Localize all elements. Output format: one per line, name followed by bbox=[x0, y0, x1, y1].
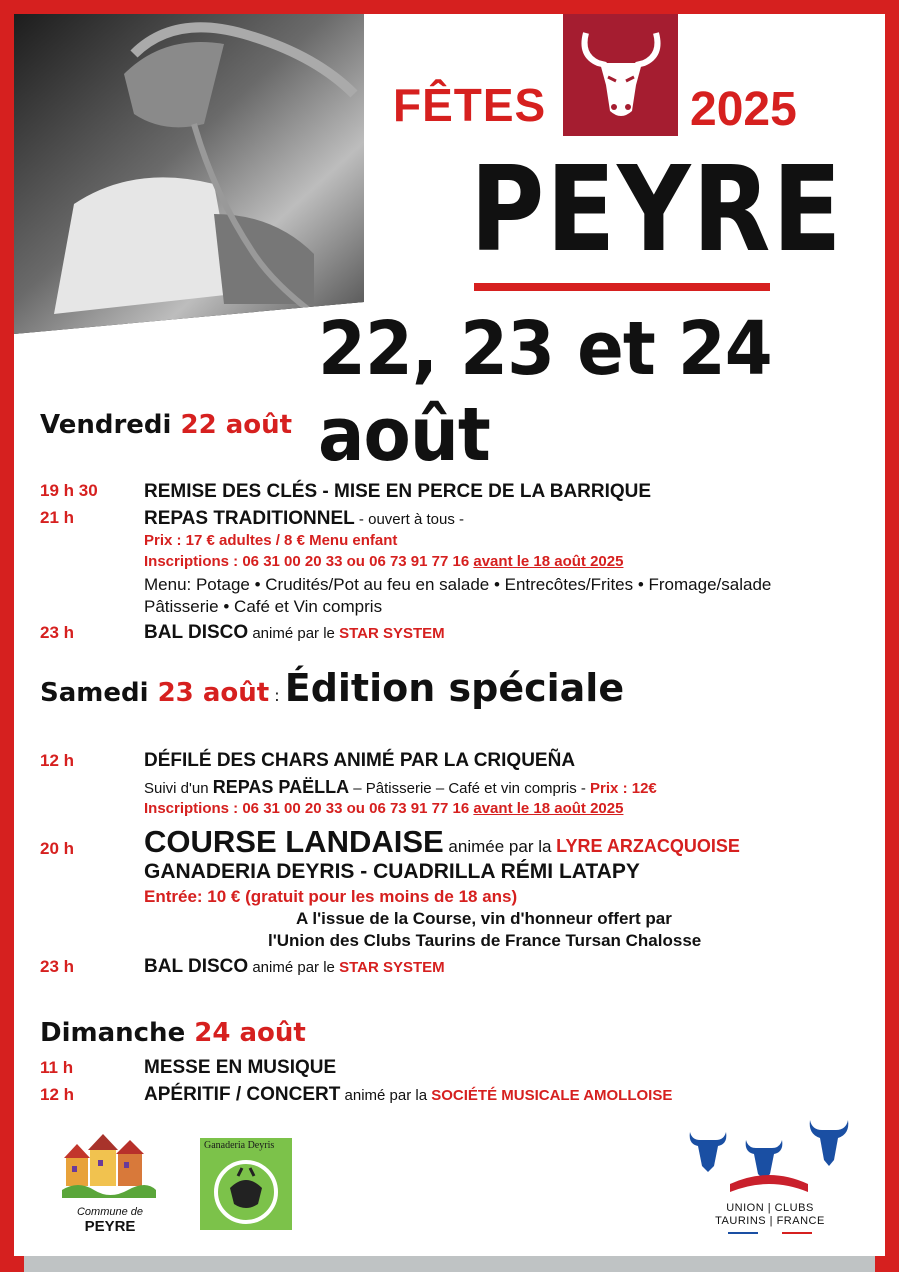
bottom-bar bbox=[24, 1256, 875, 1272]
special-edition: Édition spéciale bbox=[284, 666, 625, 710]
commune-label-line2: PEYRE bbox=[84, 1218, 136, 1235]
event-note: animé par le bbox=[248, 959, 340, 976]
event-title: REPAS PAËLLA bbox=[212, 777, 350, 797]
day-name: Samedi bbox=[40, 678, 149, 708]
event-line bbox=[144, 1084, 672, 1106]
day-heading-sunday bbox=[40, 1018, 306, 1048]
event-time: 23 h bbox=[40, 623, 75, 642]
flag-stripe-blue bbox=[728, 1232, 758, 1234]
event-note: - ouvert à tous - bbox=[354, 511, 464, 528]
ganaderia-bull-icon bbox=[200, 1138, 292, 1230]
event-inscriptions bbox=[144, 553, 623, 570]
event-time: 12 h bbox=[40, 751, 75, 770]
event-title: APÉRITIF / CONCERT bbox=[144, 1084, 341, 1105]
festival-dates: 22, 23 et 24 août bbox=[318, 306, 772, 478]
inscription-deadline: avant le 18 août 2025 bbox=[473, 800, 624, 817]
title-underline bbox=[474, 283, 770, 291]
event-price: Prix : 17 € adultes / 8 € Menu enfant bbox=[144, 532, 398, 549]
header-photo bbox=[14, 14, 364, 334]
day-date: 23 août bbox=[157, 678, 270, 708]
event-note: animé par la bbox=[340, 1087, 432, 1104]
menu-line-1: Menu: Potage • Crudités/Pot au feu en salade • Entrecôtes/Frites • Fromage/salade bbox=[144, 575, 772, 594]
union-logo bbox=[680, 1118, 858, 1200]
menu-line-2: Pâtisserie • Café et Vin compris bbox=[144, 597, 383, 616]
union-label-line1: UNION | CLUBS bbox=[726, 1202, 814, 1214]
inscription-phones: Inscriptions : 06 31 00 20 33 ou 06 73 91 77 16 bbox=[144, 553, 470, 570]
event-title: REPAS TRADITIONNEL bbox=[144, 508, 355, 529]
event-time: 12 h bbox=[40, 1085, 75, 1104]
commune-logo bbox=[58, 1128, 158, 1208]
ganaderia-line: GANADERIA DEYRIS - CUADRILLA RÉMI LATAPY bbox=[144, 860, 640, 883]
event-title: BAL DISCO bbox=[144, 956, 249, 977]
event-inscriptions bbox=[144, 800, 623, 817]
ganaderia-logo bbox=[200, 1138, 292, 1230]
bull-head-icon bbox=[576, 25, 666, 125]
event-time: 11 h bbox=[40, 1058, 74, 1077]
event-entry-price: Entrée: 10 € (gratuit pour les moins de 18 ans) bbox=[144, 887, 518, 906]
event-line bbox=[144, 508, 464, 530]
event-line bbox=[144, 777, 657, 798]
town-title: PEYRE bbox=[470, 140, 844, 278]
event-price: Prix : 12€ bbox=[590, 780, 657, 797]
honneur-line-2: l'Union des Clubs Taurins de France Tursan Chalosse bbox=[268, 931, 702, 950]
event-note: animée par la bbox=[443, 837, 557, 856]
colon: : bbox=[269, 686, 285, 705]
union-label-line2: TAURINS | FRANCE bbox=[715, 1215, 825, 1227]
event-title: REMISE DES CLÉS - MISE EN PERCE DE LA BARRIQUE bbox=[144, 481, 652, 502]
event-note: animé par le bbox=[248, 625, 340, 642]
village-icon bbox=[58, 1128, 158, 1206]
event-time: 20 h bbox=[40, 839, 75, 858]
fetes-label: FÊTES bbox=[393, 79, 547, 131]
event-note: – Pâtisserie – Café et vin compris - bbox=[349, 780, 591, 797]
band-name: LYRE ARZACQUOISE bbox=[556, 836, 740, 856]
day-name: Dimanche bbox=[40, 1018, 186, 1048]
day-date: 24 août bbox=[194, 1018, 306, 1048]
year-label: 2025 bbox=[690, 83, 797, 136]
event-time: 23 h bbox=[40, 957, 75, 976]
band-name: SOCIÉTÉ MUSICALE AMOLLOISE bbox=[431, 1087, 673, 1104]
day-heading-friday bbox=[40, 410, 292, 440]
inscription-phones: Inscriptions : 06 31 00 20 33 ou 06 73 91 77 16 bbox=[144, 800, 470, 817]
event-line bbox=[144, 824, 740, 860]
event-note: Suivi d'un bbox=[144, 780, 213, 797]
event-title: DÉFILÉ DES CHARS ANIMÉ PAR LA CRIQUEÑA bbox=[144, 750, 576, 771]
event-title: COURSE LANDAISE bbox=[144, 824, 444, 859]
honneur-line-1: A l'issue de la Course, vin d'honneur offert par bbox=[296, 909, 672, 928]
band-name: STAR SYSTEM bbox=[339, 625, 445, 642]
ganaderia-logo-text: Ganaderia Deyris bbox=[204, 1140, 275, 1151]
event-line bbox=[144, 956, 445, 978]
day-heading-saturday bbox=[40, 666, 624, 710]
inscription-deadline: avant le 18 août 2025 bbox=[473, 553, 624, 570]
event-time: 19 h 30 bbox=[40, 481, 98, 500]
day-date: 22 août bbox=[180, 410, 293, 440]
event-title: BAL DISCO bbox=[144, 622, 249, 643]
commune-label-line1: Commune de bbox=[76, 1206, 144, 1218]
band-name: STAR SYSTEM bbox=[339, 959, 445, 976]
bull-logo bbox=[563, 14, 678, 136]
union-bulls-icon bbox=[680, 1118, 858, 1200]
event-time: 21 h bbox=[40, 508, 75, 527]
day-name: Vendredi bbox=[40, 410, 172, 440]
flag-stripe-red bbox=[782, 1232, 812, 1234]
event-line bbox=[144, 622, 445, 644]
event-title: MESSE EN MUSIQUE bbox=[144, 1057, 337, 1078]
